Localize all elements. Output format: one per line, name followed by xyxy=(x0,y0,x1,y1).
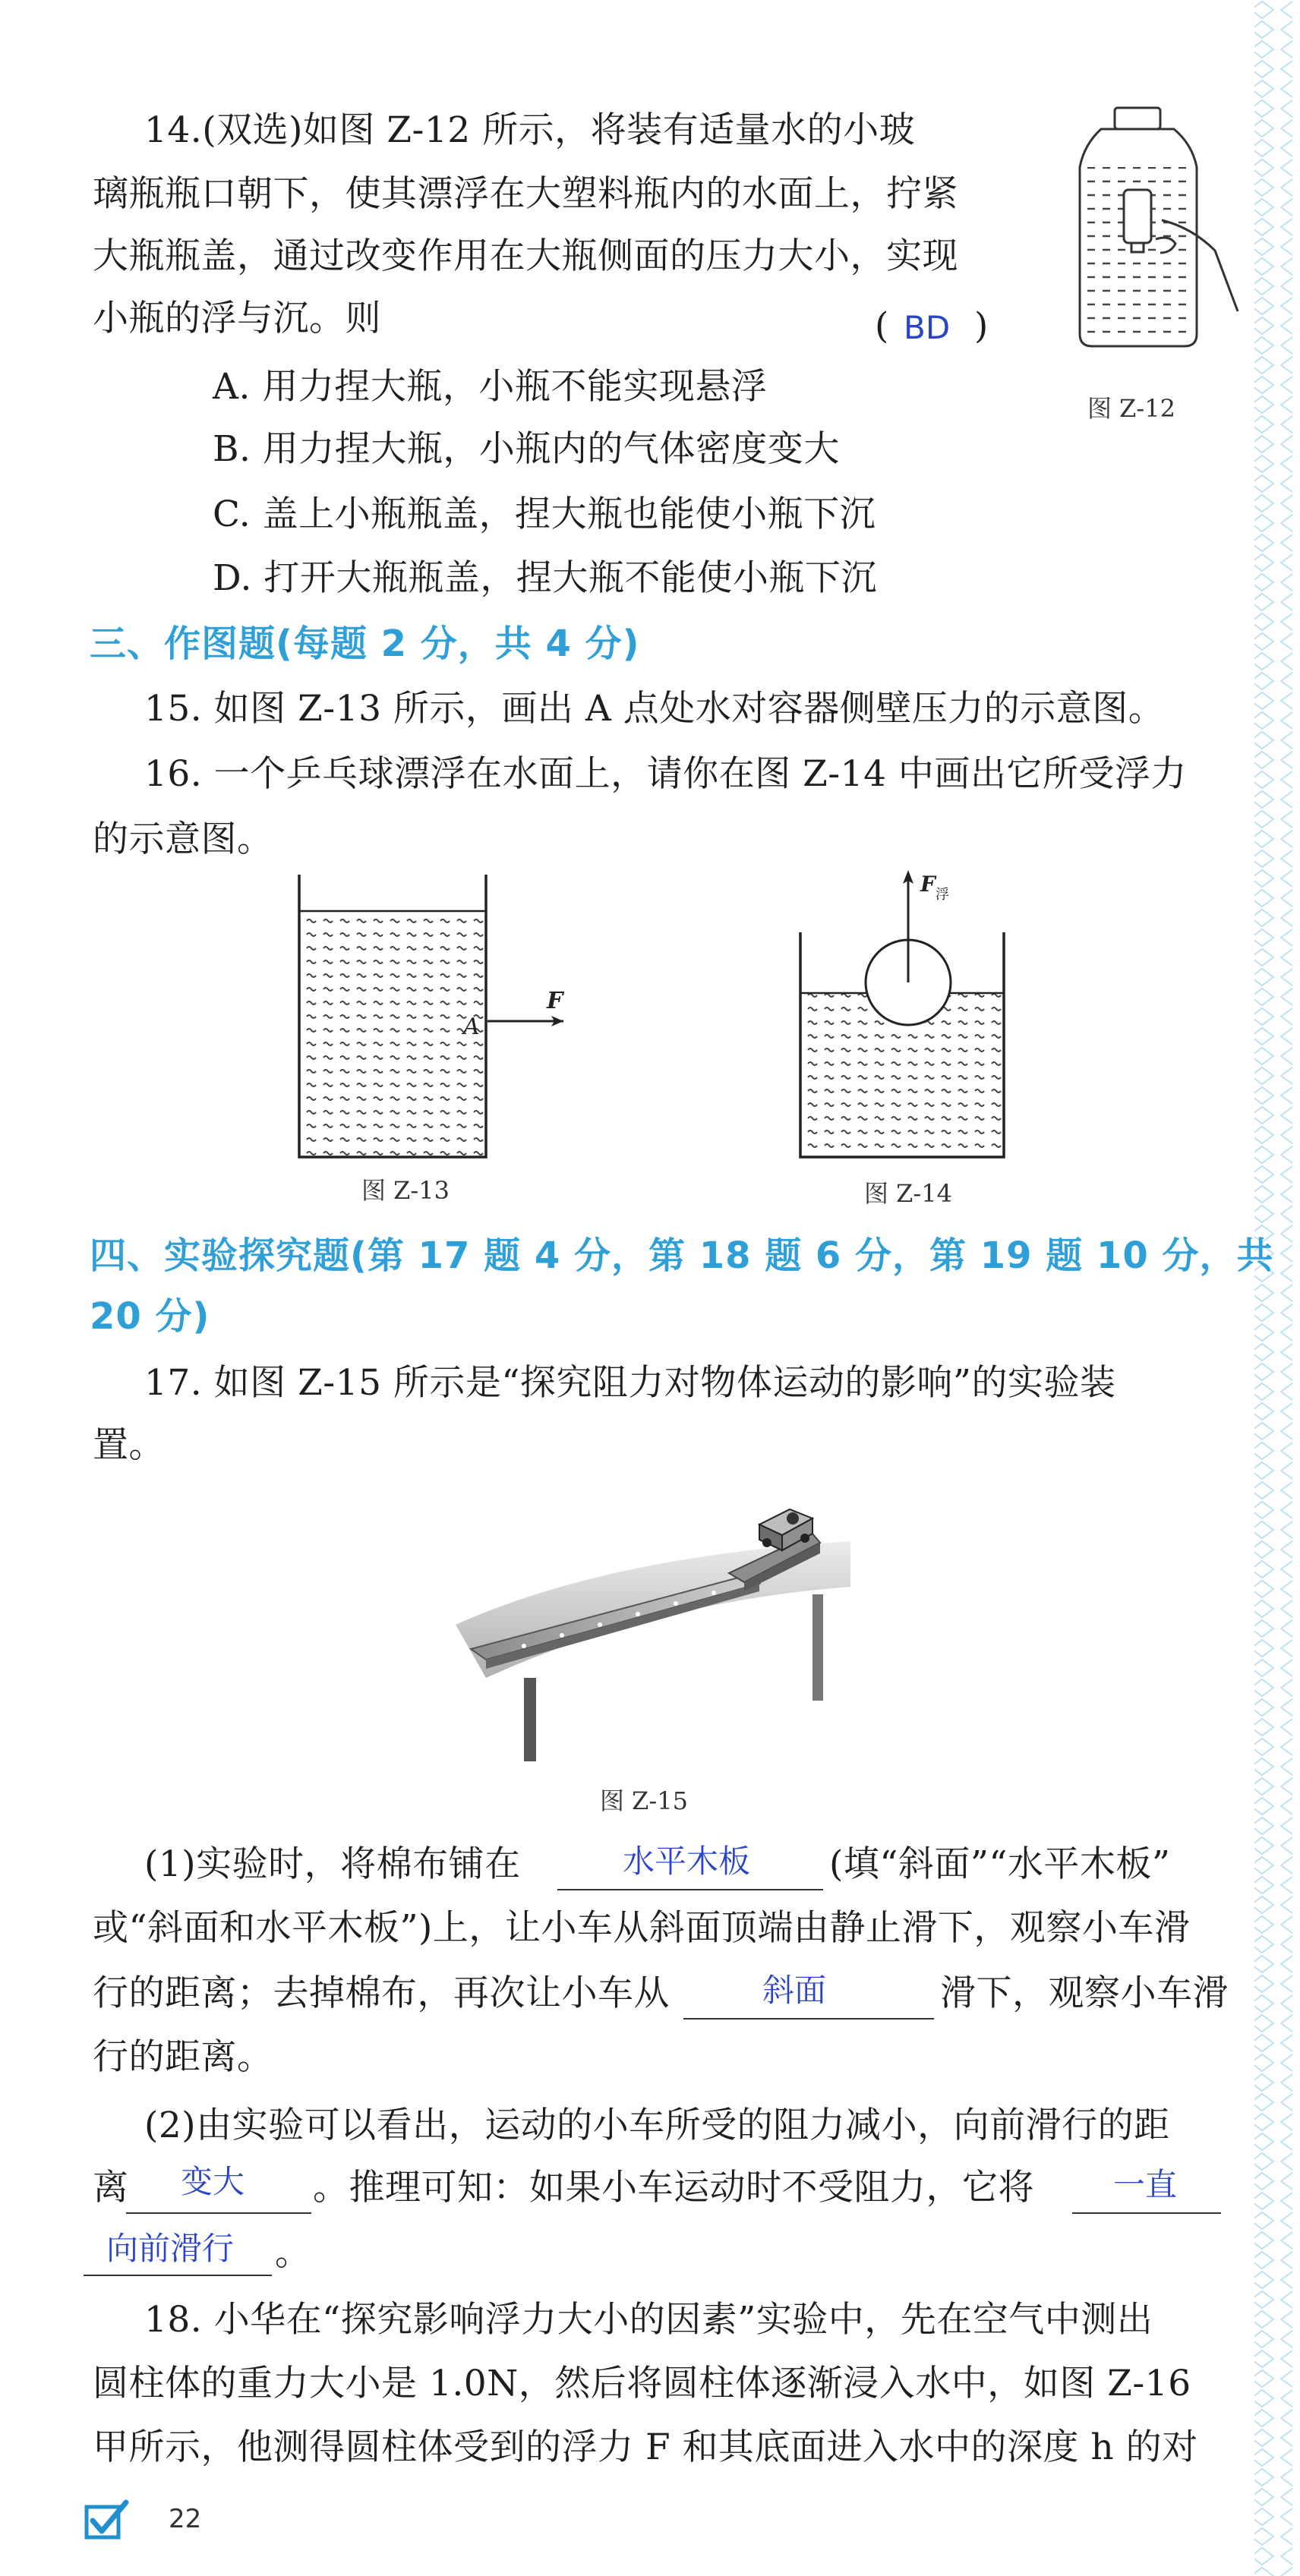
q16-line2: 的示意图。 xyxy=(93,818,273,860)
figure-z15-apparatus xyxy=(456,1488,850,1761)
force-f-label: F xyxy=(547,988,563,1014)
section4-title-line1: 四、实验探究题(第 17 题 4 分，第 18 题 6 分，第 19 题 10 分，共 xyxy=(90,1234,1274,1277)
q14-option-d: D. 打开大瓶瓶盖，捏大瓶不能使小瓶下沉 xyxy=(213,557,877,599)
q17-p1-line3-a: 行的距离；去掉棉布，再次让小车从 xyxy=(93,1972,670,2014)
q17-p1-line1-a: (1)实验时，将棉布铺在 xyxy=(144,1843,521,1885)
q15-text: 15. 如图 Z-13 所示，画出 A 点处水对容器侧壁压力的示意图。 xyxy=(144,688,1165,730)
q14-paren-close: ) xyxy=(974,305,989,347)
point-a-label: A xyxy=(463,1014,480,1040)
q17-blank-5 xyxy=(84,2275,272,2276)
q17-answer-5: 向前滑行 xyxy=(106,2230,235,2267)
force-f-float-subscript: 浮 xyxy=(936,887,949,903)
q18-line2: 圆柱体的重力大小是 1.0N，然后将圆柱体逐渐浸入水中，如图 Z-16 xyxy=(93,2363,1191,2404)
q17-p2-line3-end: 。 xyxy=(275,2232,311,2274)
q17-p1-line3-b: 滑下，观察小车滑 xyxy=(940,1972,1229,2014)
q17-p1-line2: 或“斜面和水平木板”)上，让小车从斜面顶端由静止滑下，观察小车滑 xyxy=(93,1907,1191,1949)
q18-line1: 18. 小华在“探究影响浮力大小的因素”实验中，先在空气中测出 xyxy=(144,2299,1153,2341)
q14-paren-open: ( xyxy=(875,305,889,347)
figure-z15-caption: 图 Z-15 xyxy=(600,1786,688,1815)
q17-p2-line1: (2)由实验可以看出，运动的小车所受的阻力减小，向前滑行的距 xyxy=(144,2105,1170,2146)
q17-answer-1: 水平木板 xyxy=(623,1843,751,1880)
q14-option-a: A. 用力捏大瓶，小瓶不能实现悬浮 xyxy=(213,366,768,408)
q17-line1: 17. 如图 Z-15 所示是“探究阻力对物体运动的影响”的实验装 xyxy=(144,1362,1116,1404)
q18-line3: 甲所示，他测得圆柱体受到的浮力 F 和其底面进入水中的深度 h 的对 xyxy=(93,2426,1198,2468)
q17-p2-line2-a: 离 xyxy=(93,2167,129,2209)
q17-answer-4: 一直 xyxy=(1113,2166,1178,2203)
q17-p1-line1-b: (填“斜面”“水平木板” xyxy=(829,1843,1171,1885)
q17-p2-line2-b: 。推理可知：如果小车运动时不受阻力，它将 xyxy=(313,2167,1034,2209)
page-number: 22 xyxy=(169,2504,202,2534)
q14-option-b: B. 用力捏大瓶，小瓶内的气体密度变大 xyxy=(213,428,840,470)
section3-title: 三、作图题(每题 2 分，共 4 分) xyxy=(90,623,640,665)
q14-line2: 璃瓶瓶口朝下，使其漂浮在大塑料瓶内的水面上，拧紧 xyxy=(93,173,958,215)
q17-answer-3: 变大 xyxy=(181,2163,245,2200)
q14-option-c: C. 盖上小瓶瓶盖，捏大瓶也能使小瓶下沉 xyxy=(213,493,876,535)
force-f-float-label: F xyxy=(920,872,936,897)
section4-title-line2: 20 分) xyxy=(90,1295,210,1338)
q17-line2: 置。 xyxy=(93,1424,165,1466)
q14-answer: BD xyxy=(904,309,951,346)
figure-z13-caption: 图 Z-13 xyxy=(361,1176,450,1205)
q17-blank-2 xyxy=(683,2018,934,2019)
figure-z12-caption: 图 Z-12 xyxy=(1087,394,1175,423)
figure-z12-bottle xyxy=(1071,106,1245,357)
q17-answer-2: 斜面 xyxy=(762,1972,827,2009)
checkbox-icon xyxy=(84,2498,131,2542)
figure-z14-caption: 图 Z-14 xyxy=(864,1179,952,1208)
q17-p1-line4: 行的距离。 xyxy=(93,2036,273,2078)
q16-line1: 16. 一个乒乓球漂浮在水面上，请你在图 Z-14 中画出它所受浮力 xyxy=(144,753,1187,795)
decorative-side-border xyxy=(1247,0,1300,2576)
q17-blank-3 xyxy=(126,2212,311,2214)
q17-blank-4 xyxy=(1072,2212,1221,2214)
q14-line3: 大瓶瓶盖，通过改变作用在大瓶侧面的压力大小，实现 xyxy=(93,235,958,277)
figure-z13-container xyxy=(289,873,577,1177)
q14-line4: 小瓶的浮与沉。则 xyxy=(93,298,381,339)
q17-blank-1 xyxy=(557,1889,823,1890)
q14-line1: 14.(双选)如图 Z-12 所示，将装有适量水的小玻 xyxy=(144,109,916,151)
figure-z14-container xyxy=(790,865,1040,1177)
